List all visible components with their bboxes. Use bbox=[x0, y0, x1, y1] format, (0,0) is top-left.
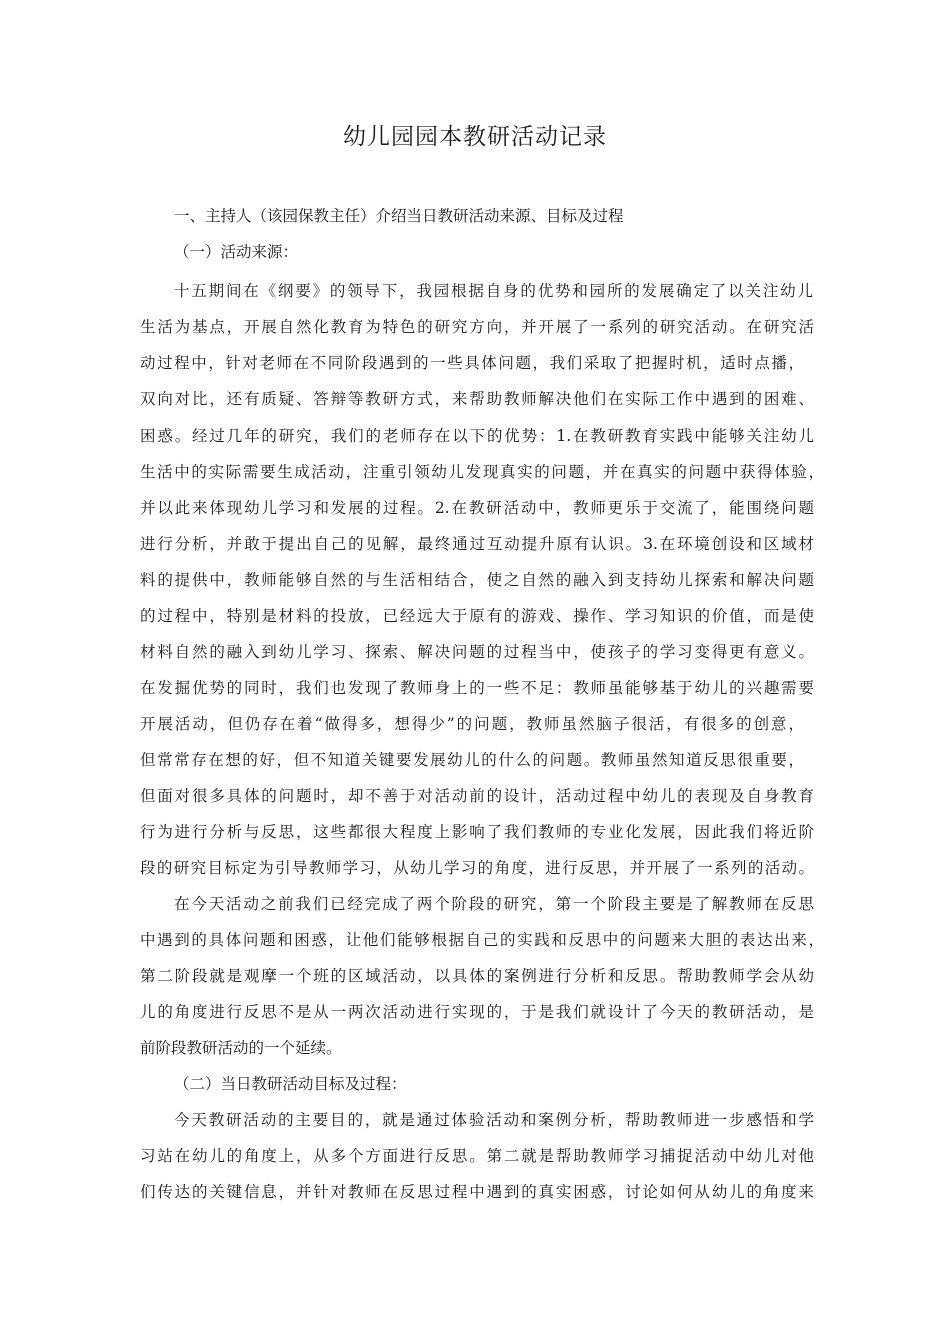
paragraph-line: 料的提供中，教师能够自然的与生活相结合，使之自然的融入到支持幼儿探索和解决问题 bbox=[140, 571, 814, 589]
paragraph-line: 行为进行分析与反思，这些都很大程度上影响了我们教师的专业化发展，因此我们将近阶 bbox=[140, 823, 814, 841]
paragraph-line: 儿的角度进行反思不是从一两次活动进行实现的，于是我们就设计了今天的教研活动，是 bbox=[140, 1003, 814, 1021]
subsection-heading-source: （一）活动来源： bbox=[174, 243, 299, 261]
paragraph-line: 开展活动，但仍存在着“做得多，想得少”的问题，教师虽然脑子很活，有很多的创意， bbox=[140, 715, 804, 733]
paragraph-line: 前阶段教研活动的一个延续。 bbox=[140, 1039, 342, 1057]
paragraph-line: 但常常存在想的好，但不知道关键要发展幼儿的什么的问题。教师虽然知道反思很重要， bbox=[140, 751, 804, 769]
paragraph-line: 在发掘优势的同时，我们也发现了教师身上的一些不足：教师虽能够基于幼儿的兴趣需要 bbox=[140, 679, 814, 697]
subsection-heading-goals: （二）当日教研活动目标及过程： bbox=[174, 1075, 407, 1093]
paragraph-line: 但面对很多具体的问题时，却不善于对活动前的设计，活动过程中幼儿的表现及自身教育 bbox=[140, 787, 814, 805]
paragraph-line: 十五期间在《纲要》的领导下，我园根据自身的优势和园所的发展确定了以关注幼儿 bbox=[174, 282, 813, 300]
paragraph-line: 第二阶段就是观摩一个班的区域活动，以具体的案例进行分析和反思。帮助教师学会从幼 bbox=[140, 967, 814, 985]
paragraph-line: 动过程中，针对老师在不同阶段遇到的一些具体问题，我们采取了把握时机，适时点播， bbox=[140, 354, 804, 372]
paragraph-line: 生活为基点，开展自然化教育为特色的研究方向，并开展了一系列的研究活动。在研究活 bbox=[140, 318, 814, 336]
document-title: 幼儿园园本教研活动记录 bbox=[343, 124, 607, 150]
paragraph-line: 中遇到的具体问题和困惑，让他们能够根据自己的实践和反思中的问题来大胆的表达出来， bbox=[140, 931, 824, 949]
section-heading-1: 一、主持人（该园保教主任）介绍当日教研活动来源、目标及过程 bbox=[174, 207, 624, 225]
paragraph-line: 生活中的实际需要生成活动，注重引领幼儿发现真实的问题，并在真实的问题中获得体验， bbox=[140, 463, 824, 481]
paragraph-line: 的过程中，特别是材料的投放，已经远大于原有的游戏、操作、学习知识的价值，而是使 bbox=[140, 607, 814, 625]
paragraph-line: 材料自然的融入到幼儿学习、探索、解决问题的过程当中，使孩子的学习变得更有意义。 bbox=[140, 643, 814, 661]
paragraph-line: 段的研究目标定为引导教师学习，从幼儿学习的角度，进行反思，并开展了一系列的活动。 bbox=[140, 859, 814, 877]
paragraph-line: 习站在幼儿的角度上，从多个方面进行反思。第二就是帮助教师学习捕捉活动中幼儿对他 bbox=[140, 1147, 814, 1165]
paragraph-line: 并以此来体现幼儿学习和发展的过程。2.在教研活动中，教师更乐于交流了，能围绕问题 bbox=[140, 499, 814, 517]
paragraph-line: 在今天活动之前我们已经完成了两个阶段的研究，第一个阶段主要是了解教师在反思 bbox=[174, 895, 814, 913]
paragraph-line: 们传达的关键信息，并针对教师在反思过程中遇到的真实困惑，讨论如何从幼儿的角度来 bbox=[140, 1183, 814, 1201]
paragraph-line: 进行分析，并敢于提出自己的见解，最终通过互动提升原有认识。3.在环境创设和区域材 bbox=[140, 535, 814, 553]
paragraph-line: 双向对比，还有质疑、答辩等教研方式，来帮助教师解决他们在实际工作中遇到的困难、 bbox=[140, 390, 814, 408]
paragraph-line: 困惑。经过几年的研究，我们的老师存在以下的优势：1.在教研教育实践中能够关注幼儿 bbox=[140, 427, 814, 445]
paragraph-line: 今天教研活动的主要目的，就是通过体验活动和案例分析，帮助教师进一步感悟和学 bbox=[174, 1111, 814, 1129]
